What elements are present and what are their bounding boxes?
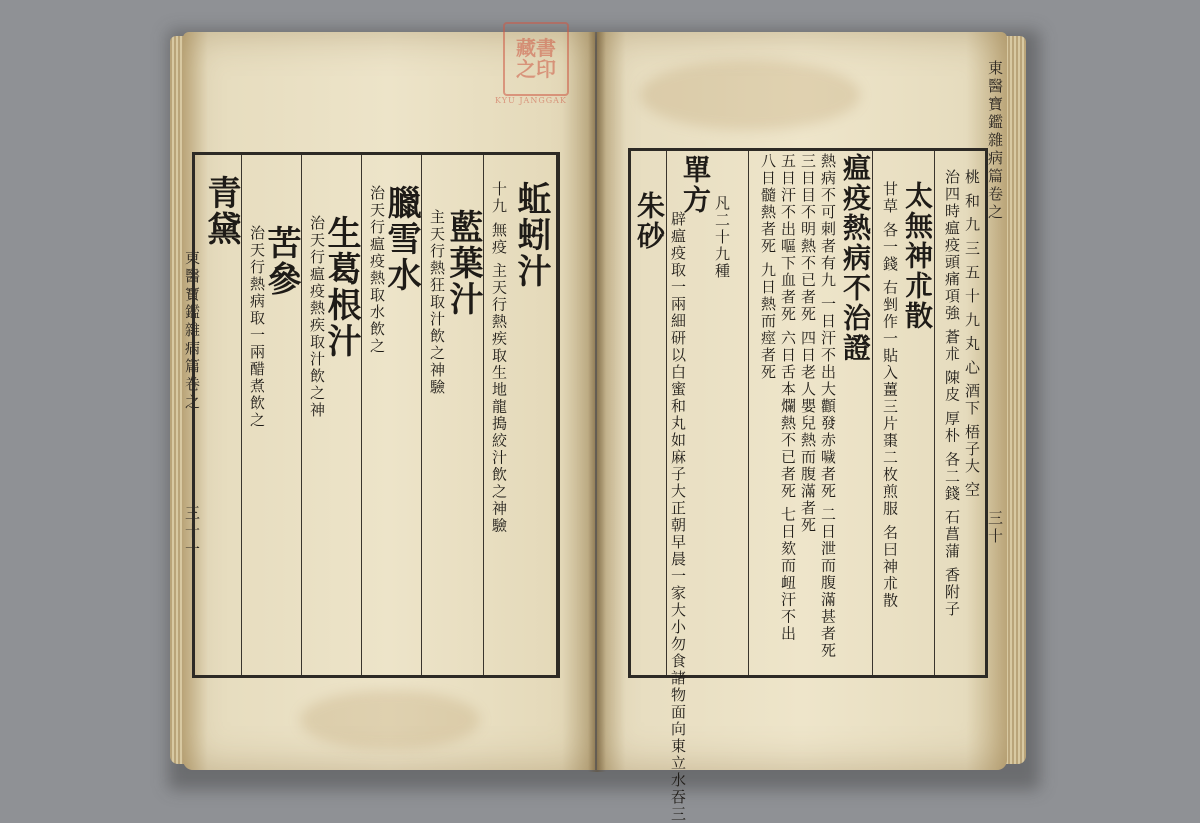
- right-col-8: 八日髓熱者死 九日熱而痙者死: [759, 153, 777, 381]
- column-rule: [421, 155, 422, 675]
- column-rule: [361, 155, 362, 675]
- left-col-4-heading: 生葛根汁: [321, 215, 361, 359]
- right-col-3: 甘草 各一錢 右剉作一貼入薑三片棗二枚煎服 名曰神朮散: [881, 181, 899, 610]
- right-heading-cinnabar: 朱砂: [633, 191, 666, 251]
- right-page-number: 三十: [986, 510, 1004, 546]
- column-rule: [241, 155, 242, 675]
- right-col-7: 五日汗不出嘔下血者死 六日舌本爛熱不已者死 七日欬而衄汗不出: [779, 153, 797, 643]
- left-col-1-heading: 蚯蚓汁: [511, 181, 551, 289]
- column-rule: [483, 155, 484, 675]
- left-col-2-note: 主天行熱狂取汁飲之神驗: [428, 209, 446, 396]
- page-stain: [300, 690, 480, 750]
- column-rule: [301, 155, 302, 675]
- column-rule: [748, 151, 749, 675]
- right-col-cinnabar-note: 辟瘟疫取一兩細研以白蜜和丸如麻子大正朝早晨一家大小勿食諸物面向東立水吞三: [669, 211, 687, 823]
- left-col-1-note: 十九 無疫 主天行熱疾取生地龍搗絞汁飲之神驗: [490, 181, 508, 535]
- left-col-5-heading: 苦參: [261, 225, 301, 297]
- book-gutter: [588, 32, 606, 772]
- left-side-label: 東醫寶鑑雜病篇卷之: [183, 250, 201, 412]
- right-col-5: 熱病不可刺者有九 一日汗不出大顴發赤噦者死 二日泄而腹滿甚者死: [819, 153, 837, 660]
- right-col-count: 凡二十九種: [713, 195, 731, 280]
- right-heading-single-remedies: 單方: [679, 155, 712, 215]
- right-heading-fever: 瘟疫熱病不治證: [839, 153, 872, 363]
- seal-caption: KYU JANGGAK: [495, 96, 567, 105]
- right-col-6: 三日目不明熱不已者死 四日老人嬰兒熱而腹滿者死: [799, 153, 817, 534]
- left-col-3-heading: 臘雪水: [381, 185, 421, 293]
- left-col-5-note: 治天行熱病取一兩醋煮飲之: [248, 225, 266, 429]
- seal-text: 藏書之印: [516, 36, 556, 81]
- left-page-number: 三十一: [183, 505, 201, 559]
- library-seal: [503, 22, 569, 96]
- left-text-frame: [192, 152, 560, 678]
- left-col-3-note: 治天行瘟疫熱取水飲之: [368, 185, 386, 355]
- left-col-2-heading: 藍葉汁: [443, 209, 483, 317]
- right-col-1: 桃 和 九 三 五 十 九 丸 心 酒下 梧子大 空: [963, 169, 981, 499]
- left-col-6-heading: 青黛: [201, 175, 241, 247]
- column-rule: [934, 151, 935, 675]
- right-heading-taemu: 太無神朮散: [901, 181, 934, 331]
- left-col-4-note: 治天行瘟疫熱疾取汁飲之神: [308, 215, 326, 419]
- right-side-label: 東醫寶鑑雜病篇卷之: [986, 60, 1004, 222]
- right-page-edges: [1004, 36, 1026, 764]
- right-col-1b: 治四時瘟疫頭痛項強 蒼朮 陳皮 厚朴 各二錢 石菖蒲 香附子: [943, 169, 961, 618]
- column-rule: [872, 151, 873, 675]
- right-text-frame: [628, 148, 988, 823]
- page-stain: [640, 60, 860, 130]
